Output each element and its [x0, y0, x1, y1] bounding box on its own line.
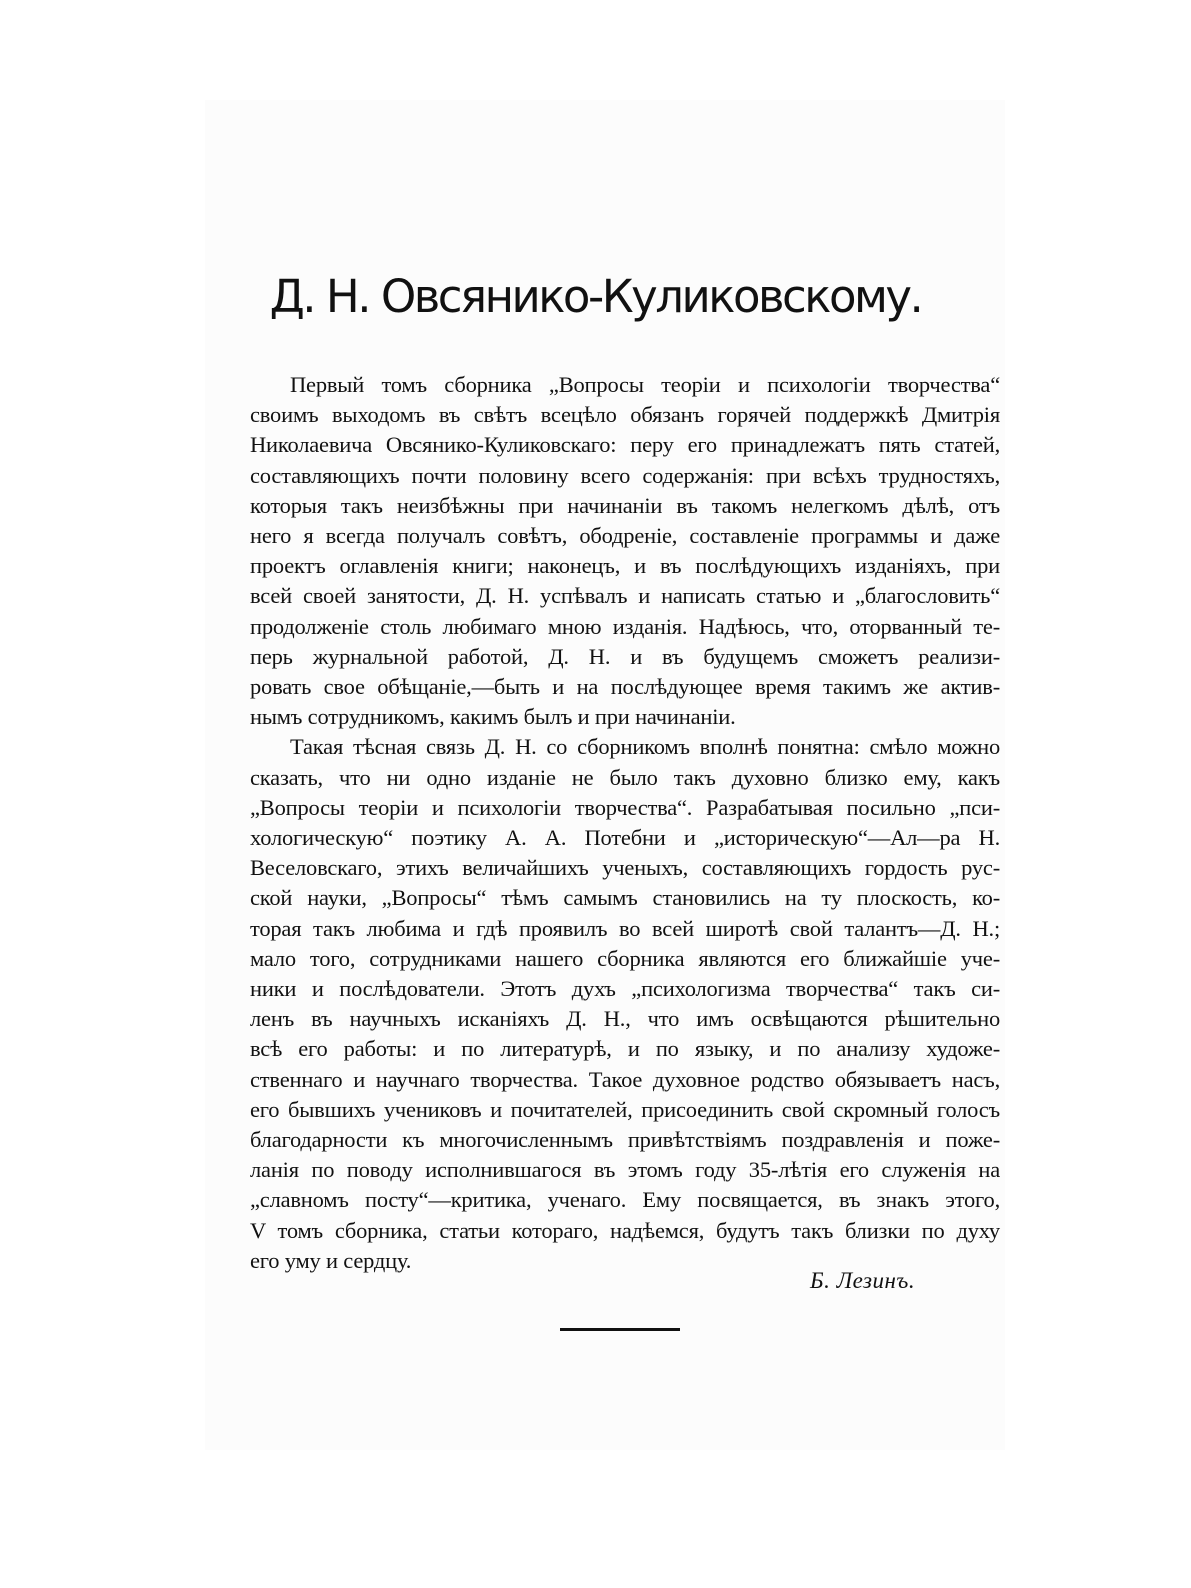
text-line: перь журнальной работой, Д. Н. и въ будущемъ сможетъ реализи-	[250, 643, 1000, 669]
text-line: нымъ сотрудникомъ, какимъ былъ и при начинаніи.	[250, 704, 736, 730]
text-line: продолженіе столь любимаго мною изданія. Надѣюсь, что, оторванный те-	[250, 613, 1000, 639]
text-line: Первый томъ сборника „Вопросы теоріи и психологіи творчества“	[290, 372, 1000, 397]
text-line: сказать, что ни одно изданіе не было такъ духовно близко ему, какъ	[250, 764, 1000, 790]
text-line: ленъ въ научныхъ исканіяхъ Д. Н., что имъ освѣщаются рѣшительно	[250, 1006, 1000, 1032]
text-line: него я всегда получалъ совѣтъ, ободреніе, составленіе программы и даже	[250, 523, 1000, 549]
text-line: проектъ оглавленія книги; наконецъ, и въ послѣдующихъ изданіяхъ, при	[250, 553, 1000, 579]
text-line: V томъ сборника, статьи котораго, надѣемся, будутъ такъ близки по духу	[250, 1217, 1000, 1243]
dedication-title: Д. Н. Овсянико-Куликовскому.	[269, 270, 922, 323]
text-line: Такая тѣсная связь Д. Н. со сборникомъ вполнѣ понятна: смѣло можно	[290, 734, 1000, 760]
closing-rule	[560, 1328, 680, 1331]
text-line: благодарности къ многочисленнымъ привѣтствіямъ поздравленія и поже-	[250, 1127, 1000, 1153]
text-line: „славномъ посту“—критика, ученаго. Ему посвящается, въ знакъ этого,	[250, 1187, 1000, 1213]
text-line: его бывшихъ учениковъ и почитателей, присоединить свой скромный голосъ	[250, 1096, 1000, 1122]
paragraph-1	[250, 370, 1000, 732]
text-line: составляющихъ почти половину всего содержанія: при всѣхъ трудностяхъ,	[250, 462, 1000, 488]
text-line: своимъ выходомъ въ свѣтъ всецѣло обязанъ горячей поддержкѣ Дмитрія	[250, 402, 1000, 428]
text-line: „Вопросы теоріи и психологіи творчества“. Разрабатывая посильно „пси-	[250, 794, 1000, 820]
text-line: которыя такъ неизбѣжны при начинаніи въ такомъ нелегкомъ дѣлѣ, отъ	[250, 492, 1000, 518]
text-line: Веселовскаго, этихъ величайшихъ ученыхъ, составляющихъ гордость рус-	[250, 855, 1000, 881]
text-line: Николаевича Овсянико-Куликовскаго: перу его принадлежатъ пять статей,	[250, 432, 1000, 458]
text-line: его уму и сердцу.	[250, 1247, 412, 1273]
text-line: ровать свое обѣщаніе,—быть и на послѣдующее время такимъ же актив-	[250, 674, 1000, 700]
dedication-body	[250, 370, 1000, 1276]
text-line: ской науки, „Вопросы“ тѣмъ самымъ становились на ту плоскость, ко-	[250, 885, 1000, 911]
text-line: всей своей занятости, Д. Н. успѣвалъ и написать статью и „благословить“	[250, 583, 1000, 609]
text-line: хологическую“ поэтику А. А. Потебни и „историческую“—Ал—ра Н.	[250, 825, 1000, 851]
author-signature: Б. Лезинъ.	[810, 1268, 916, 1293]
text-line: мало того, сотрудниками нашего сборника являются его ближайшіе уче-	[250, 945, 1000, 971]
text-line: ники и послѣдователи. Этотъ духъ „психологизма творчества“ такъ си-	[250, 976, 1000, 1002]
text-line: торая такъ любима и гдѣ проявилъ во всей широтѣ свой талантъ—Д. Н.;	[250, 915, 1000, 941]
text-line: всѣ его работы: и по литературѣ, и по языку, и по анализу художе-	[250, 1036, 1000, 1062]
text-line: ланія по поводу исполнившагося въ этомъ году 35-лѣтія его служенія на	[250, 1157, 1000, 1183]
text-line: ственнаго и научнаго творчества. Такое духовное родство обязываетъ насъ,	[250, 1066, 1000, 1092]
paragraph-2	[250, 732, 1000, 1276]
